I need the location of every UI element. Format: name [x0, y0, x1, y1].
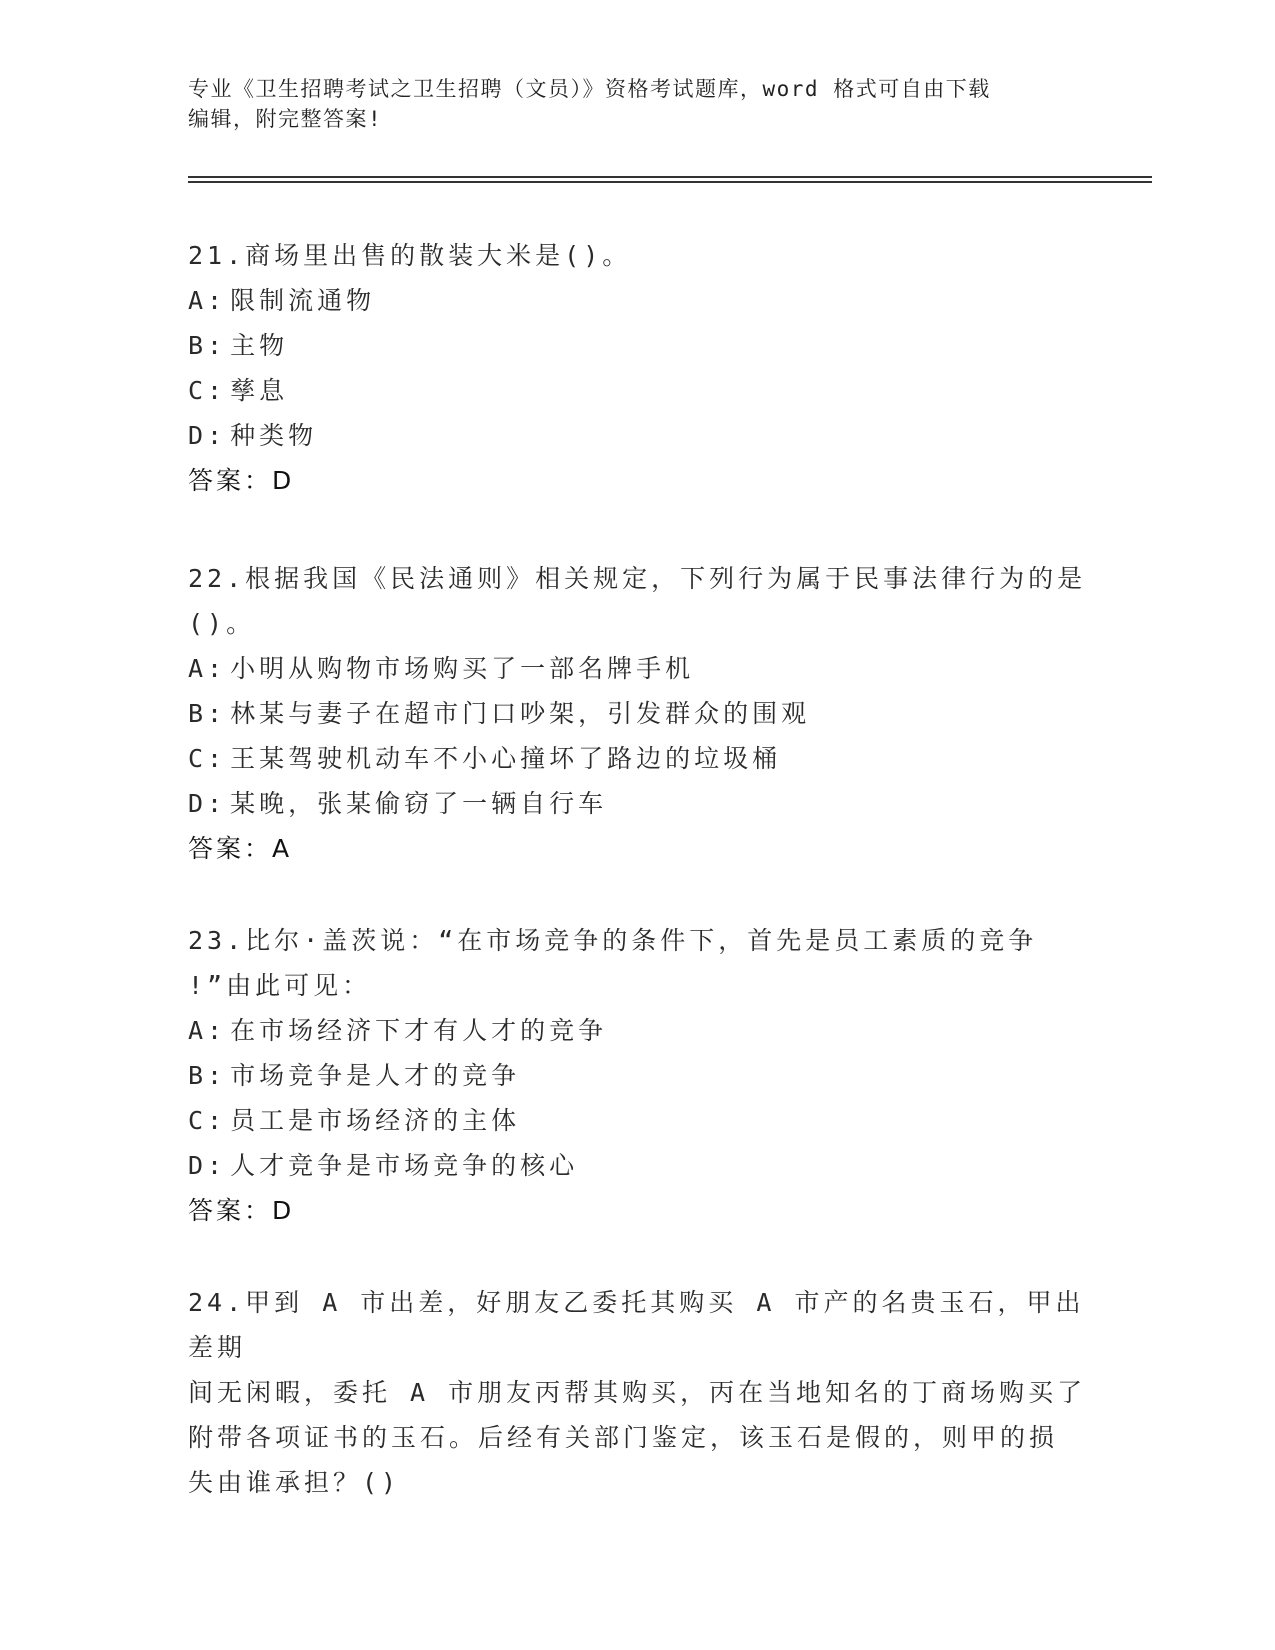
option-text: 小明从购物市场购买了一部名牌手机: [230, 654, 695, 683]
option-label: B:: [188, 699, 227, 728]
question-text: 24.甲到 A 市出差，好朋友乙委托其购买 A 市产的名贵玉石，甲出差期 间无闲暇，委托 A 市朋友丙帮其购买，丙在当地知名的丁商场购买了 附带各项证书的玉石。后经有关部门鉴定，该玉石是假的，则甲的损 失由谁承担？(): [188, 1288, 1087, 1497]
option-text: 王某驾驶机动车不小心撞坏了路边的垃圾桶: [230, 744, 782, 773]
option-b: [188, 691, 1088, 736]
option-text: 人才竞争是市场竞争的核心: [230, 1151, 579, 1180]
option-label: D:: [188, 789, 227, 818]
option-label: C:: [188, 1106, 227, 1135]
option-text: 在市场经济下才有人才的竞争: [230, 1016, 608, 1045]
option-text: 市场竞争是人才的竞争: [230, 1061, 521, 1090]
option-text: 林某与妻子在超市门口吵架，引发群众的围观: [230, 699, 811, 728]
option-text: 孳息: [230, 376, 289, 405]
document-header: [188, 74, 1088, 134]
option-a: [188, 278, 1088, 323]
option-label: A:: [188, 1016, 227, 1045]
option-d: [188, 1143, 1088, 1188]
option-label: C:: [188, 744, 227, 773]
option-text: 限制流通物: [230, 286, 376, 315]
option-label: C:: [188, 376, 227, 405]
answer-line: 答案：D: [188, 1196, 295, 1225]
option-text: 主物: [230, 331, 289, 360]
option-text: 员工是市场经济的主体: [230, 1106, 521, 1135]
question-text: 21.商场里出售的散装大米是()。: [188, 241, 632, 270]
option-a: [188, 646, 1088, 691]
option-text: 种类物: [230, 421, 318, 450]
option-b: [188, 323, 1088, 368]
option-label: D:: [188, 1151, 227, 1180]
option-label: B:: [188, 1061, 227, 1090]
answer-line: 答案：D: [188, 466, 295, 495]
option-c: [188, 736, 1088, 781]
option-label: B:: [188, 331, 227, 360]
question-24: [188, 1280, 1088, 1505]
answer-line: 答案：A: [188, 834, 293, 863]
header-line-1: 专业《卫生招聘考试之卫生招聘（文员）》资格考试题库，word 格式可自由下载: [188, 77, 991, 101]
header-line-2: 编辑，附完整答案!: [188, 107, 383, 131]
question-21: [188, 233, 1088, 503]
question-text: 22.根据我国《民法通则》相关规定，下列行为属于民事法律行为的是 ()。: [188, 564, 1087, 638]
question-text: 23.比尔·盖茨说：“在市场竞争的条件下，首先是员工素质的竞争 !”由此可见：: [188, 926, 1038, 1000]
option-b: [188, 1053, 1088, 1098]
header-divider-top: [188, 176, 1152, 178]
header-divider-bottom: [188, 181, 1152, 183]
option-c: [188, 368, 1088, 413]
question-22: [188, 556, 1088, 871]
option-d: [188, 413, 1088, 458]
option-d: [188, 781, 1088, 826]
question-23: [188, 918, 1088, 1233]
option-a: [188, 1008, 1088, 1053]
option-label: A:: [188, 286, 227, 315]
option-text: 某晚，张某偷窃了一辆自行车: [230, 789, 608, 818]
option-c: [188, 1098, 1088, 1143]
option-label: A:: [188, 654, 227, 683]
option-label: D:: [188, 421, 227, 450]
